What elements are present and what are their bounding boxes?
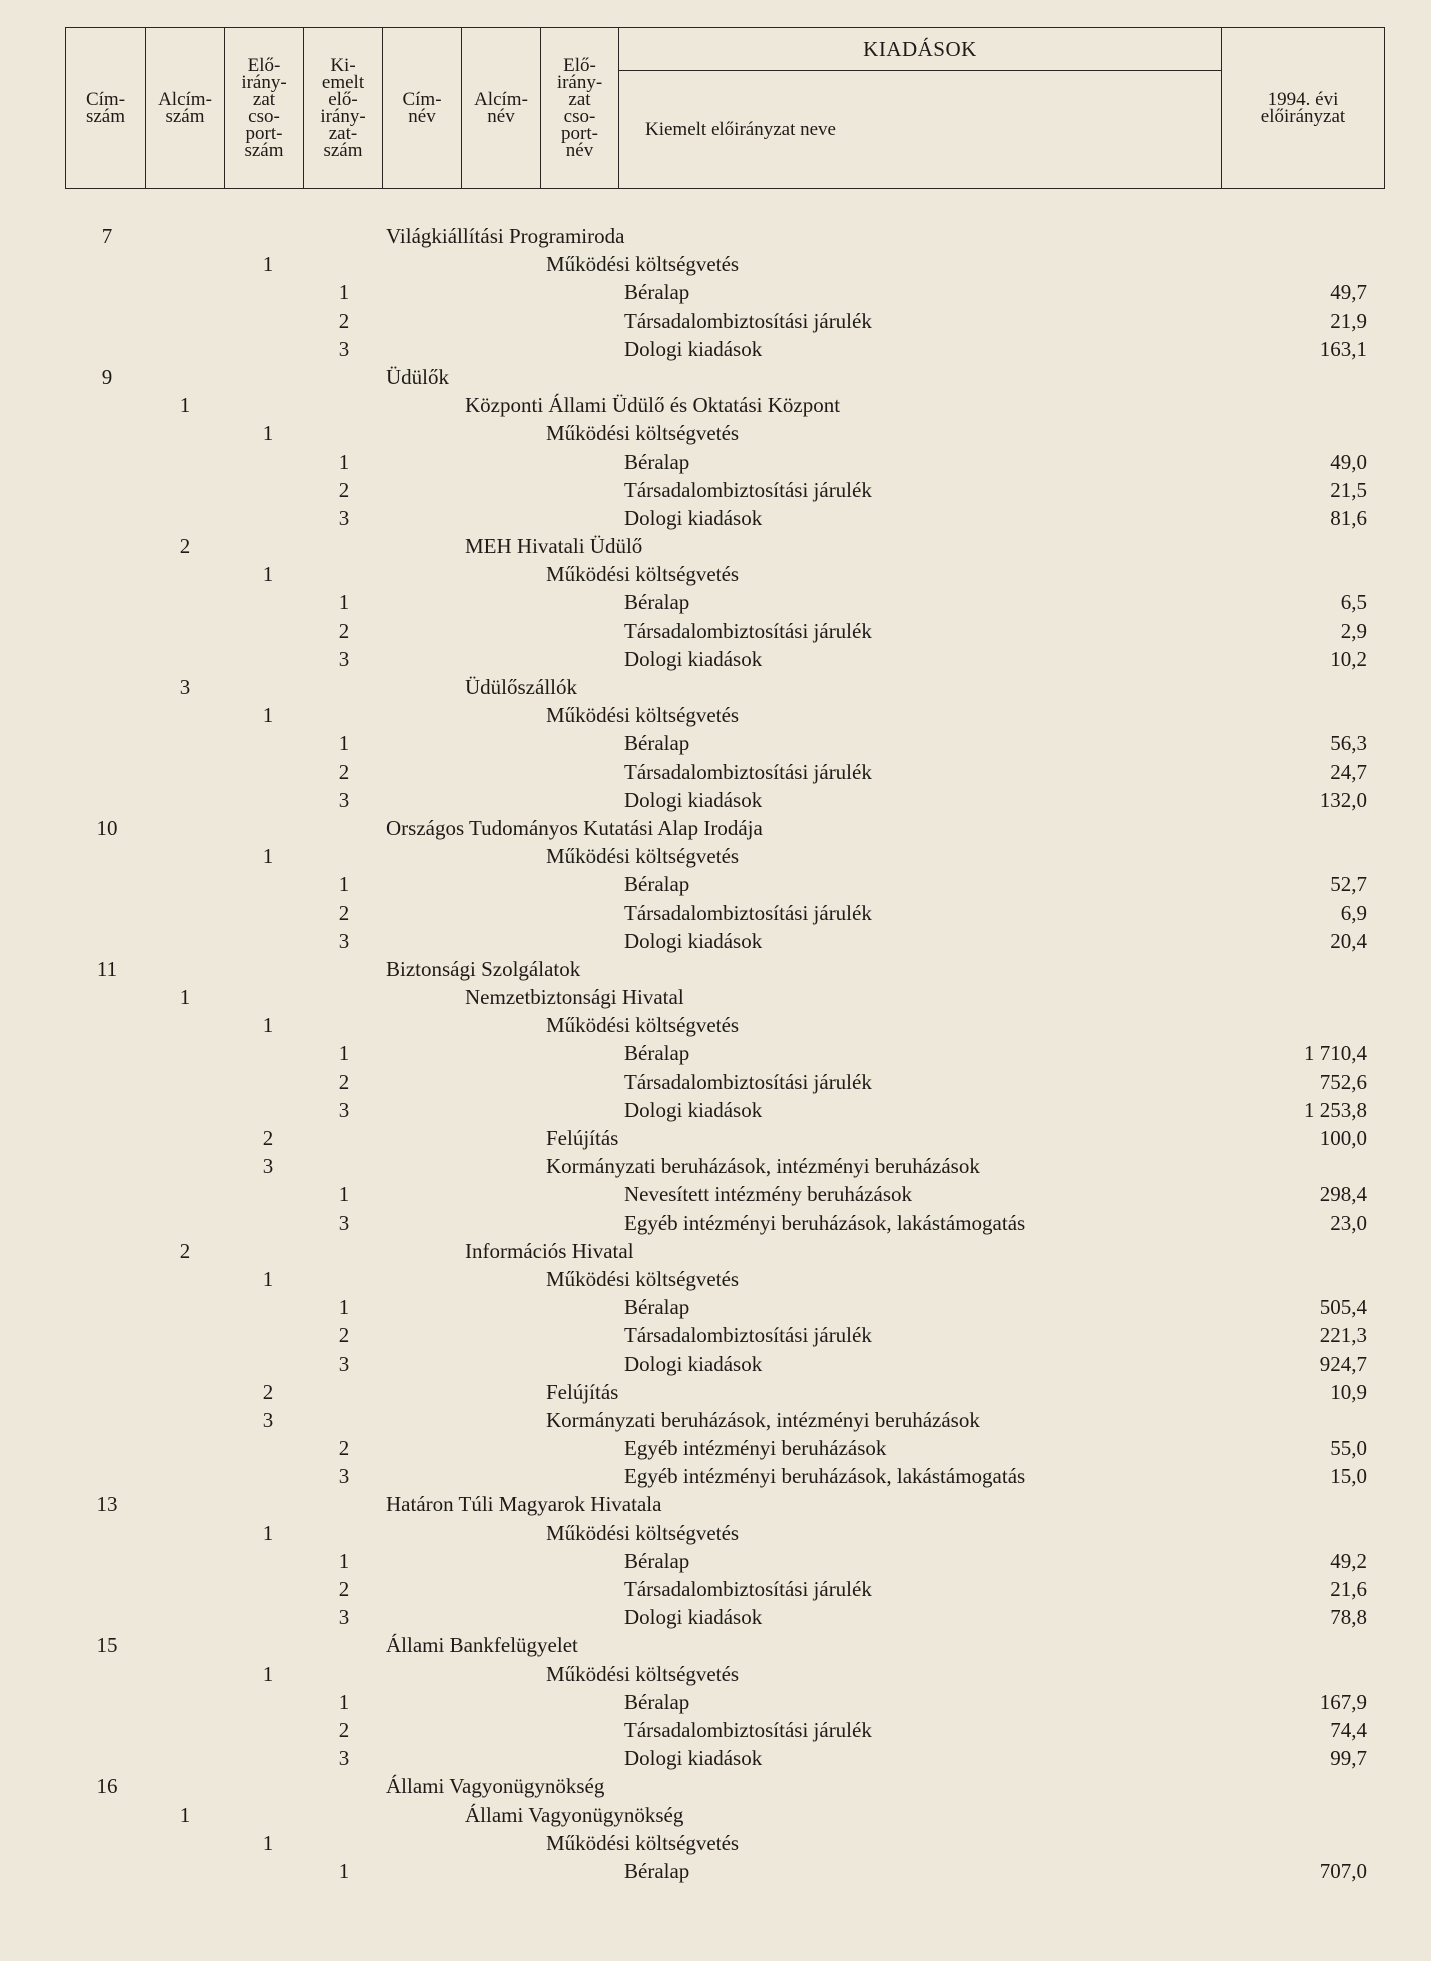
row-amount: 49,0 [1330,449,1367,474]
table-row [0,1631,1431,1659]
row-amount: 100,0 [1319,1126,1367,1150]
header-kiemelt-eloiranyzat-neve-label: Kiemelt előirányzat neve [645,118,836,140]
header-eloiranyzat-csoport-szam: Elő- irány- zat cso- port- szám [225,28,304,188]
table-row [0,476,1431,504]
table-row [0,1660,1431,1688]
table-row [0,814,1431,842]
row-name: Világkiállítási Programiroda [386,224,625,248]
row-name: Egyéb intézményi beruházások, lakástámogatás [624,1210,1026,1235]
table-row [0,1434,1431,1462]
header-alcim-nev: Alcím- név [462,28,541,188]
row-name: Béralap [624,1041,690,1066]
row-number: 3 [179,675,191,699]
row-number: 1 [338,590,350,615]
row-amount: 21,5 [1330,477,1367,502]
table-row [0,1293,1431,1321]
row-amount: 6,5 [1340,590,1367,615]
row-name: Béralap [624,1858,690,1883]
row-name: Dologi kiadások [624,928,763,953]
row-amount: 1 710,4 [1304,1041,1367,1066]
row-number: 10 [96,815,118,840]
row-amount: 49,2 [1330,1548,1367,1573]
row-amount: 132,0 [1319,787,1367,812]
table-row [0,1462,1431,1490]
table-row [0,1716,1431,1744]
row-name: Működési költségvetés [546,1520,740,1545]
table-row [0,278,1431,306]
row-name: Üdülőszállók [465,675,577,699]
table-row [0,363,1431,391]
row-name: Egyéb intézményi beruházások, lakástámogatás [624,1464,1026,1489]
row-name: Működési költségvetés [546,1661,740,1686]
row-number: 3 [262,1154,274,1179]
row-number: 2 [338,477,350,502]
row-number: 2 [338,308,350,333]
header-kiadasok: KIADÁSOK [619,28,1221,71]
row-amount: 221,3 [1319,1323,1367,1348]
row-number: 3 [338,1464,350,1489]
row-name: Dologi kiadások [624,646,763,671]
row-number: 1 [262,562,274,587]
row-name: Üdülők [386,364,449,389]
row-name: Információs Hivatal [465,1238,634,1263]
row-name: Béralap [624,280,690,305]
table-row [0,1772,1431,1800]
row-number: 2 [179,534,191,559]
row-number: 1 [262,1266,274,1291]
row-amount: 23,0 [1330,1210,1367,1235]
table-row [0,1547,1431,1575]
row-number: 16 [96,1774,118,1799]
row-amount: 2,9 [1340,618,1367,643]
row-number: 2 [262,1126,274,1150]
row-name: Béralap [624,1689,690,1714]
row-name: Béralap [624,590,690,615]
row-name: Felújítás [546,1126,619,1150]
header-eloiranyzat-1994: 1994. évi előirányzat [1221,28,1384,188]
table-header [65,27,1385,189]
row-name: Társadalombiztosítási járulék [624,1323,872,1348]
row-name: Működési költségvetés [546,252,740,277]
row-number: 1 [262,703,274,728]
row-amount: 752,6 [1319,1069,1367,1094]
row-amount: 298,4 [1319,1182,1367,1207]
table-row [0,335,1431,363]
table-row [0,786,1431,814]
table-row [0,532,1431,560]
row-number: 2 [338,618,350,643]
row-number: 1 [338,1041,350,1066]
header-alcim-szam: Alcím- szám [146,28,225,188]
row-number: 3 [338,1605,350,1630]
row-number: 3 [338,1210,350,1235]
table-row [0,1209,1431,1237]
row-amount: 21,9 [1330,308,1367,333]
row-number: 1 [338,449,350,474]
row-name: Kormányzati beruházások, intézményi beruházások [546,1154,980,1179]
row-number: 3 [338,1097,350,1122]
row-amount: 78,8 [1330,1605,1367,1630]
table-row [0,701,1431,729]
table-row [0,1829,1431,1857]
row-name: Felújítás [546,1379,619,1404]
row-name: Társadalombiztosítási járulék [624,618,872,643]
row-number: 1 [262,1520,274,1545]
table-row [0,560,1431,588]
table-row [0,899,1431,927]
table-row [0,617,1431,645]
table-row [0,870,1431,898]
row-number: 1 [262,1013,274,1038]
table-row [0,1124,1431,1152]
row-number: 3 [338,787,350,812]
table-row [0,1237,1431,1265]
table-row [0,1603,1431,1631]
row-number: 2 [338,900,350,925]
row-number: 2 [179,1238,191,1263]
table-row [0,673,1431,701]
row-number: 1 [262,252,274,277]
row-name: Egyéb intézményi beruházások [624,1436,887,1461]
row-number: 3 [338,928,350,953]
header-kiemelt-eloiranyzat-neve [619,71,1221,188]
table-row [0,1744,1431,1772]
table-row [0,504,1431,532]
row-number: 1 [338,1548,350,1573]
table-row [0,983,1431,1011]
row-number: 1 [338,280,350,305]
table-row [0,1350,1431,1378]
row-number: 1 [262,1830,274,1855]
row-amount: 99,7 [1330,1746,1367,1771]
row-number: 2 [262,1379,274,1404]
table-row [0,927,1431,955]
header-cim-szam: Cím- szám [66,28,146,188]
header-kiemelt-eloiranyzat-szam: Ki- emelt elő- irány- zat- szám [304,28,383,188]
table-row [0,955,1431,983]
row-name: Működési költségvetés [546,562,740,587]
row-number: 3 [338,505,350,530]
table-row [0,1068,1431,1096]
row-name: Működési költségvetés [546,703,740,728]
budget-table-body [0,222,1431,1885]
table-row [0,307,1431,335]
row-number: 3 [338,1351,350,1376]
row-amount: 1 253,8 [1304,1097,1367,1122]
row-name: Állami Bankfelügyelet [386,1633,578,1658]
row-number: 1 [262,1661,274,1686]
row-name: Központi Állami Üdülő és Oktatási Központ [465,393,841,418]
row-name: Béralap [624,449,690,474]
row-number: 11 [96,956,118,981]
row-amount: 505,4 [1319,1295,1367,1320]
row-number: 2 [338,759,350,784]
table-row [0,1519,1431,1547]
row-name: Társadalombiztosítási járulék [624,477,872,502]
row-number: 9 [101,364,113,389]
row-number: 3 [262,1407,274,1432]
row-number: 3 [338,1746,350,1771]
table-row [0,729,1431,757]
row-number: 3 [338,336,350,361]
row-amount: 21,6 [1330,1577,1367,1601]
row-number: 3 [338,646,350,671]
table-row [0,419,1431,447]
table-row [0,1321,1431,1349]
row-name: Társadalombiztosítási járulék [624,1717,872,1742]
row-number: 15 [96,1633,118,1658]
row-name: Működési költségvetés [546,421,740,446]
row-amount: 81,6 [1330,505,1367,530]
row-name: MEH Hivatali Üdülő [465,534,643,559]
row-name: Határon Túli Magyarok Hivatala [386,1492,662,1517]
row-name: Dologi kiadások [624,505,763,530]
row-name: Dologi kiadások [624,336,763,361]
table-row [0,391,1431,419]
row-amount: 20,4 [1330,928,1367,953]
row-name: Társadalombiztosítási járulék [624,759,872,784]
row-name: Társadalombiztosítási járulék [624,1577,872,1601]
row-name: Működési költségvetés [546,1013,740,1038]
row-number: 13 [96,1492,118,1517]
row-amount: 55,0 [1330,1436,1367,1461]
table-row [0,1575,1431,1603]
row-amount: 6,9 [1340,900,1367,925]
row-number: 7 [101,224,113,248]
row-name: Dologi kiadások [624,787,763,812]
row-name: Dologi kiadások [624,1351,763,1376]
row-number: 2 [338,1436,350,1461]
row-name: Nevesített intézmény beruházások [624,1182,913,1207]
table-row [0,1378,1431,1406]
table-row [0,1490,1431,1518]
row-amount: 707,0 [1319,1858,1367,1883]
row-name: Dologi kiadások [624,1605,763,1630]
row-name: Dologi kiadások [624,1097,763,1122]
row-name: Működési költségvetés [546,1830,740,1855]
table-row [0,448,1431,476]
row-name: Állami Vagyonügynökség [465,1802,684,1827]
row-number: 1 [338,1689,350,1714]
header-cim-nev: Cím- név [383,28,462,188]
row-number: 2 [338,1717,350,1742]
row-number: 1 [262,844,274,869]
table-row [0,250,1431,278]
table-row [0,758,1431,786]
row-name: Biztonsági Szolgálatok [386,956,581,981]
row-name: Társadalombiztosítási járulék [624,900,872,925]
row-number: 1 [179,1802,191,1827]
row-number: 1 [338,731,350,756]
row-name: Kormányzati beruházások, intézményi beruházások [546,1407,980,1432]
row-amount: 49,7 [1330,280,1367,305]
row-name: Béralap [624,1548,690,1573]
row-name: Működési költségvetés [546,844,740,869]
table-row [0,1406,1431,1434]
row-number: 1 [338,1182,350,1207]
row-number: 1 [179,985,191,1010]
row-name: Működési költségvetés [546,1266,740,1291]
row-number: 1 [338,1295,350,1320]
table-row [0,645,1431,673]
table-row [0,1801,1431,1829]
table-row [0,1180,1431,1208]
row-amount: 56,3 [1330,731,1367,756]
row-number: 2 [338,1577,350,1601]
row-amount: 10,9 [1330,1379,1367,1404]
row-number: 1 [338,872,350,897]
table-row [0,1265,1431,1293]
row-number: 1 [338,1858,350,1883]
table-row [0,588,1431,616]
row-name: Állami Vagyonügynökség [386,1774,605,1799]
table-row [0,222,1431,250]
row-amount: 10,2 [1330,646,1367,671]
row-amount: 15,0 [1330,1464,1367,1489]
table-row [0,1152,1431,1180]
row-name: Béralap [624,1295,690,1320]
row-amount: 167,9 [1319,1689,1367,1714]
row-number: 1 [179,393,191,418]
row-amount: 52,7 [1330,872,1367,897]
table-row [0,842,1431,870]
row-name: Nemzetbiztonsági Hivatal [465,985,684,1010]
row-amount: 24,7 [1330,759,1367,784]
row-amount: 163,1 [1319,336,1367,361]
table-row [0,1096,1431,1124]
row-name: Béralap [624,731,690,756]
row-number: 1 [262,421,274,446]
row-name: Társadalombiztosítási járulék [624,308,872,333]
row-number: 2 [338,1323,350,1348]
row-name: Dologi kiadások [624,1746,763,1771]
table-row [0,1011,1431,1039]
header-eloiranyzat-csoport-nev: Elő- irány- zat cso- port- név [541,28,619,188]
row-name: Társadalombiztosítási járulék [624,1069,872,1094]
row-name: Országos Tudományos Kutatási Alap Irodája [386,815,763,840]
table-row [0,1857,1431,1885]
table-row [0,1688,1431,1716]
row-amount: 924,7 [1319,1351,1367,1376]
row-number: 2 [338,1069,350,1094]
row-amount: 74,4 [1330,1717,1367,1742]
row-name: Béralap [624,872,690,897]
table-row [0,1039,1431,1067]
